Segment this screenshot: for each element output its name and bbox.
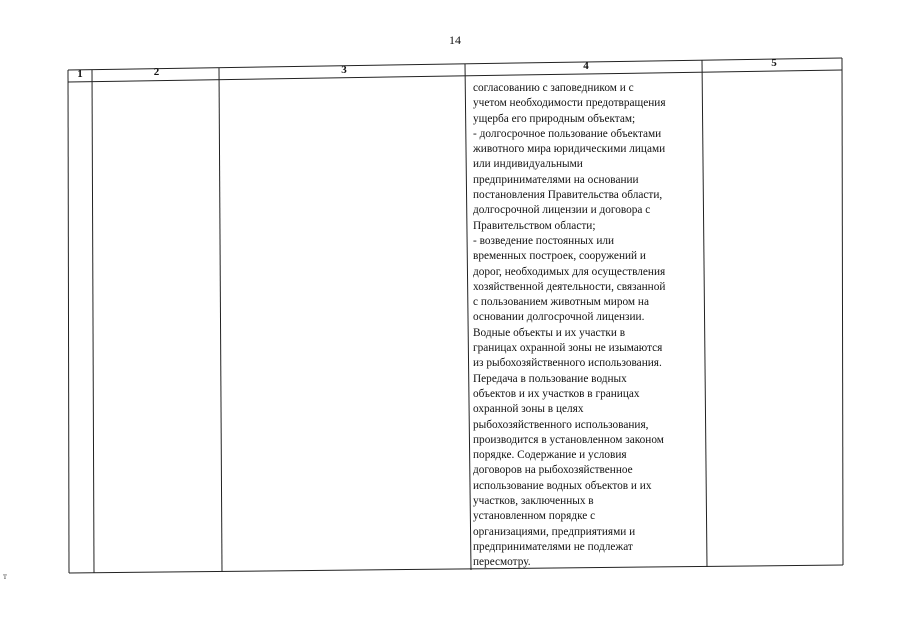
column-header-3: 3: [341, 64, 347, 76]
column-header-4: 4: [583, 60, 589, 72]
column-header-2: 2: [153, 66, 160, 78]
page-number: 14: [449, 33, 461, 47]
column4-cell-text: согласованию с заповедником и с учетом необходимости предотвращения ущерба его природным объектам; - долгосрочное пользование объектами животного мира юридическими лицами или индивидуальными предпринимателями на основании постановления Правительства области, долгосрочной лицензии и договора с Правительством области; - возведение постоянных или временных построек, сооружений и дорог, необходимых для осуществления хозяйственной деятельности, связанной с пользованием животным миром на основании долгосрочной лицензии. Водные объекты и их участки в границах охранной зоны не изымаются из рыбохозяйственного использования. Передача в пользование водных объектов и их участков в границах охранной зоны в целях рыбохозяйственного использования, производится в установленном законом порядке. Содержание и условия договоров на рыбохозяйственное использование водных объектов и их участков, заключенных в установленном порядке с организациями, предприятиями и предпринимателями не подлежат пересмотру.: [473, 82, 666, 569]
margin-mark: т: [3, 571, 7, 581]
column-header-1: 1: [77, 68, 83, 80]
column-header-5: 5: [771, 57, 777, 69]
